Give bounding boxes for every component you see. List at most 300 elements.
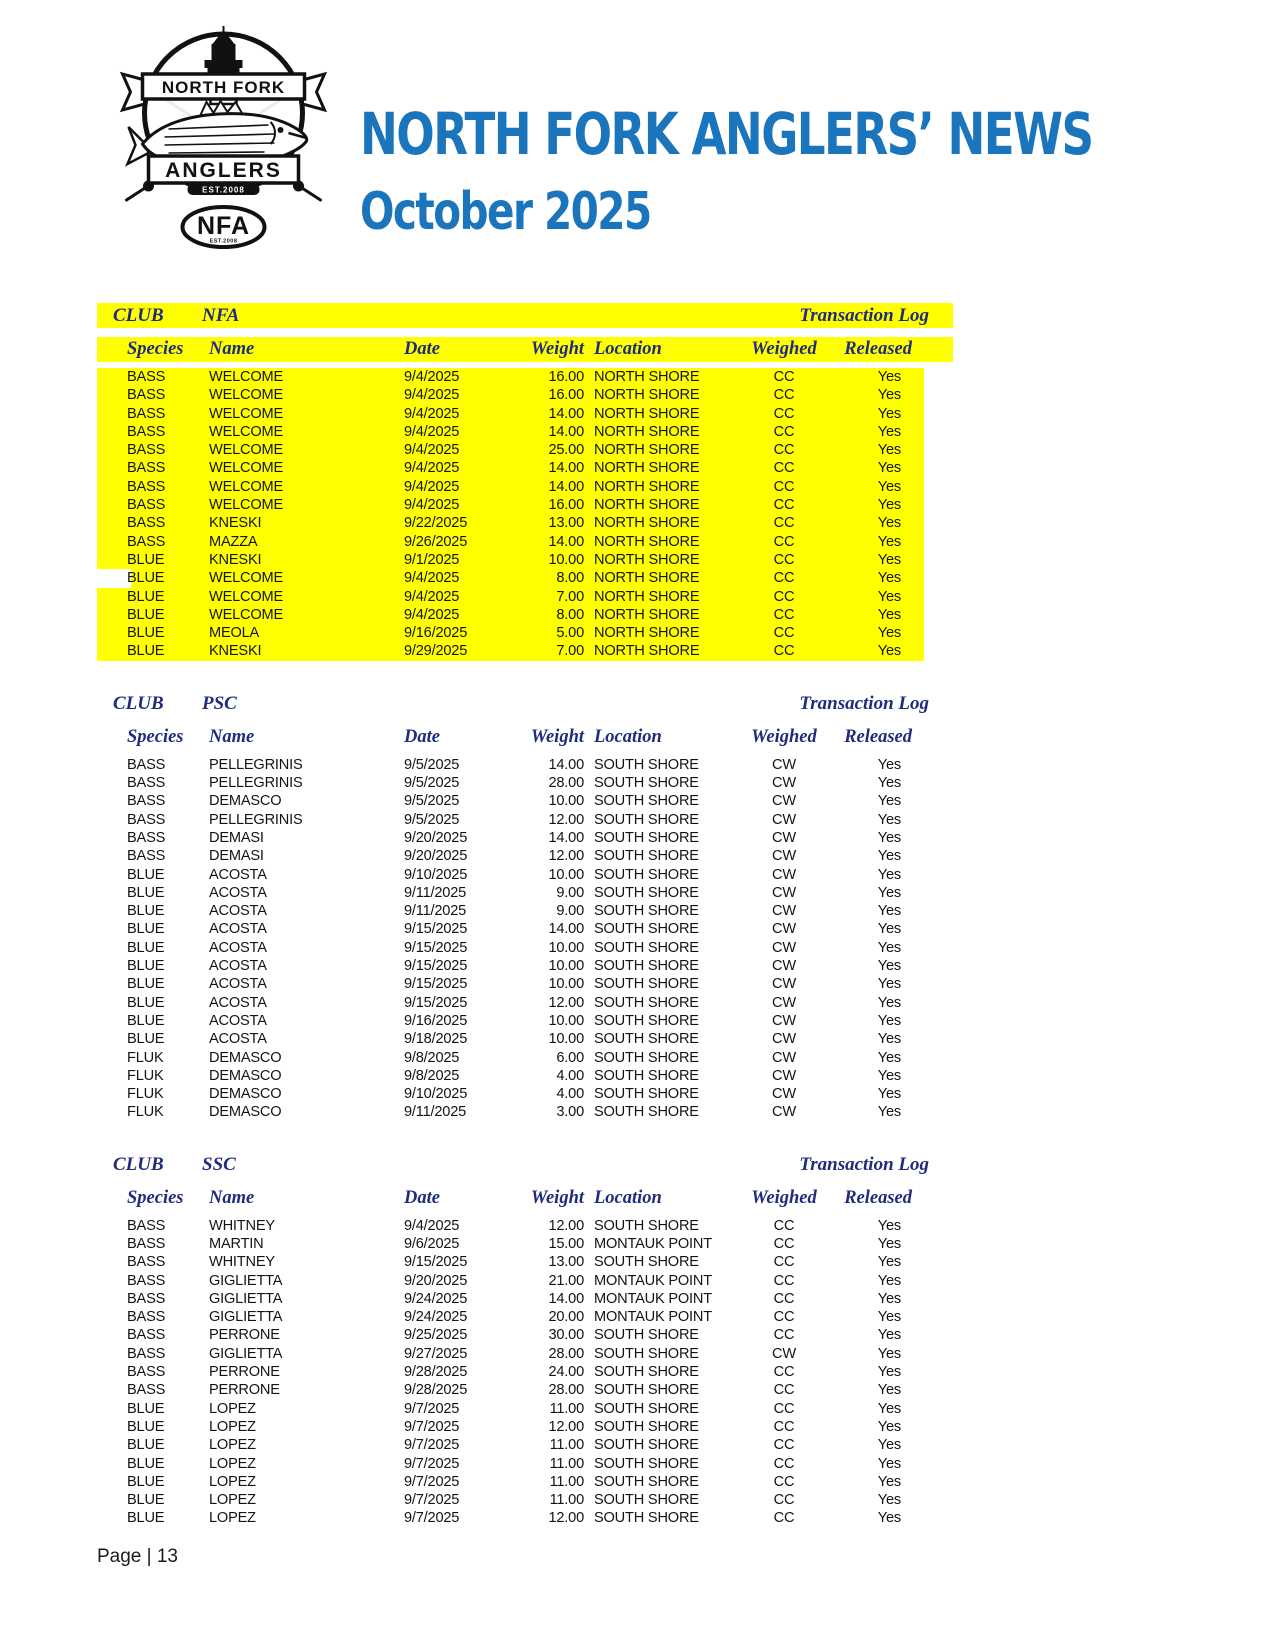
cell-weight: 9.00 — [556, 903, 584, 920]
cell-species: BASS — [127, 793, 166, 810]
cell-weight: 14.00 — [548, 829, 584, 846]
cell-weight: 10.00 — [548, 1031, 584, 1048]
cell-weighed: CW — [772, 939, 796, 956]
cell-date: 9/7/2025 — [404, 1455, 460, 1472]
cell-weight: 14.00 — [548, 756, 584, 773]
cell-species: BLUE — [127, 643, 165, 660]
cell-weighed: CC — [773, 387, 795, 404]
newsletter-title: NORTH FORK ANGLERS’ NEWS — [360, 100, 1093, 168]
cell-released: Yes — [877, 369, 901, 385]
cell-released: Yes — [877, 1455, 901, 1472]
table-row — [97, 939, 924, 957]
cell-date: 9/27/2025 — [404, 1345, 468, 1362]
cell-date: 9/4/2025 — [404, 1217, 460, 1234]
cell-location: SOUTH SHORE — [594, 793, 699, 810]
cell-released: Yes — [877, 994, 901, 1011]
club-name: NFA — [202, 305, 240, 326]
cell-location: SOUTH SHORE — [594, 829, 699, 846]
cell-weight: 11.00 — [549, 1400, 584, 1417]
cell-released: Yes — [877, 756, 901, 773]
cell-released: Yes — [877, 1492, 901, 1509]
cell-date: 9/15/2025 — [404, 921, 468, 938]
cell-weighed: CC — [773, 1217, 795, 1234]
cell-weighed: CC — [773, 497, 795, 514]
cell-weighed: CC — [773, 625, 795, 642]
cell-name: DEMASCO — [209, 793, 282, 810]
cell-date: 9/16/2025 — [404, 625, 468, 642]
anglers-banner — [149, 156, 299, 183]
table-row — [97, 1217, 924, 1235]
cell-species: BLUE — [127, 1031, 165, 1048]
club-header-row — [97, 691, 953, 716]
column-header-location: Location — [594, 1187, 662, 1208]
cell-name: WELCOME — [209, 478, 284, 495]
cell-name: DEMASCO — [209, 1086, 282, 1103]
cell-weight: 14.00 — [548, 921, 584, 938]
cell-species: FLUK — [127, 1049, 164, 1066]
cell-weighed: CC — [773, 551, 795, 568]
nfa-badge-text: NFA — [197, 212, 250, 240]
established-band — [188, 184, 260, 195]
table-row — [97, 1509, 924, 1527]
cell-weighed: CW — [772, 775, 796, 792]
cell-weighed: CC — [773, 1290, 795, 1307]
cell-weighed: CW — [772, 958, 796, 975]
cell-released: Yes — [877, 1217, 901, 1234]
cell-weighed: CC — [773, 478, 795, 495]
cell-released: Yes — [877, 866, 901, 883]
cell-species: BASS — [127, 533, 166, 550]
cell-location: NORTH SHORE — [594, 497, 700, 514]
cell-date: 9/1/2025 — [404, 551, 460, 568]
cell-weighed: CW — [772, 994, 796, 1011]
table-row — [97, 533, 924, 551]
column-header-location: Location — [594, 339, 662, 359]
cell-date: 9/4/2025 — [404, 423, 460, 440]
cell-species: BASS — [127, 1217, 166, 1234]
cell-location: SOUTH SHORE — [594, 1031, 699, 1048]
title-block — [360, 100, 1275, 242]
table-row — [97, 1363, 924, 1381]
cell-weight: 10.00 — [548, 958, 584, 975]
cell-location: SOUTH SHORE — [594, 903, 699, 920]
cell-location: SOUTH SHORE — [594, 1418, 699, 1435]
cell-location: NORTH SHORE — [594, 369, 700, 385]
cell-weighed: CC — [773, 423, 795, 440]
cell-species: BLUE — [127, 1473, 165, 1490]
cell-name: WELCOME — [209, 570, 284, 587]
cell-name: WELCOME — [209, 423, 284, 440]
cell-location: MONTAUK POINT — [594, 1235, 712, 1252]
cell-name: PELLEGRINIS — [209, 811, 303, 828]
cell-weight: 14.00 — [548, 478, 584, 495]
cell-location: NORTH SHORE — [594, 387, 700, 404]
cell-released: Yes — [877, 588, 901, 605]
cell-released: Yes — [877, 497, 901, 514]
cell-name: LOPEZ — [209, 1455, 256, 1472]
table-row — [97, 606, 924, 624]
cell-weight: 25.00 — [548, 442, 584, 459]
cell-species: BASS — [127, 369, 166, 385]
column-header-weighed: Weighed — [751, 726, 817, 747]
cell-species: BLUE — [127, 976, 165, 993]
column-header-weight: Weight — [530, 339, 584, 359]
cell-weight: 9.00 — [556, 884, 584, 901]
table-row — [97, 994, 924, 1012]
cell-date: 9/11/2025 — [404, 903, 467, 920]
cell-species: BASS — [127, 478, 166, 495]
cell-released: Yes — [877, 442, 901, 459]
cell-location: SOUTH SHORE — [594, 884, 699, 901]
cell-date: 9/20/2025 — [404, 1272, 468, 1289]
cell-date: 9/7/2025 — [404, 1492, 460, 1509]
cell-name: PELLEGRINIS — [209, 775, 303, 792]
cell-weight: 12.00 — [548, 994, 584, 1011]
cell-date: 9/24/2025 — [404, 1290, 468, 1307]
cell-name: ACOSTA — [209, 976, 267, 993]
cell-name: GIGLIETTA — [209, 1309, 283, 1326]
club-header-row — [97, 303, 953, 328]
column-header-row — [97, 1186, 953, 1211]
cell-weighed: CW — [772, 1031, 796, 1048]
cell-location: SOUTH SHORE — [594, 848, 699, 865]
cell-date: 9/8/2025 — [404, 1067, 460, 1084]
cell-released: Yes — [877, 606, 901, 623]
cell-location: SOUTH SHORE — [594, 866, 699, 883]
cell-species: BLUE — [127, 1400, 165, 1417]
column-header-released: Released — [844, 339, 912, 359]
cell-date: 9/4/2025 — [404, 570, 460, 587]
table-row — [97, 866, 924, 884]
cell-location: SOUTH SHORE — [594, 1400, 699, 1417]
column-header-species: Species — [127, 726, 184, 747]
cell-weighed: CW — [772, 1012, 796, 1029]
cell-weight: 21.00 — [548, 1272, 584, 1289]
cell-released: Yes — [877, 976, 901, 993]
club-name: PSC — [202, 692, 237, 714]
transaction-log-label: Transaction Log — [799, 1153, 929, 1175]
cell-name: WHITNEY — [209, 1217, 275, 1234]
cell-species: BASS — [127, 1290, 166, 1307]
cell-name: KNESKI — [209, 643, 262, 660]
cell-weighed: CC — [773, 1473, 795, 1490]
cell-name: DEMASI — [209, 829, 264, 846]
table-row — [97, 1012, 924, 1030]
table-row — [97, 551, 924, 569]
cell-species: BASS — [127, 1327, 166, 1344]
table-row — [97, 957, 924, 975]
cell-weighed: CC — [773, 533, 795, 550]
cell-location: SOUTH SHORE — [594, 958, 699, 975]
cell-species: BLUE — [127, 606, 165, 623]
cell-name: ACOSTA — [209, 939, 267, 956]
cell-released: Yes — [877, 829, 901, 846]
cell-location: NORTH SHORE — [594, 643, 700, 660]
cell-date: 9/7/2025 — [404, 1510, 460, 1527]
cell-species: FLUK — [127, 1067, 164, 1084]
cell-released: Yes — [877, 1067, 901, 1084]
logo-banner-bottom-text: ANGLERS — [165, 159, 282, 182]
table-rows — [97, 1217, 977, 1528]
cell-weight: 8.00 — [556, 606, 584, 623]
cell-weighed: CW — [772, 1067, 796, 1084]
column-header-date: Date — [404, 339, 440, 359]
cell-released: Yes — [877, 387, 901, 404]
cell-name: ACOSTA — [209, 903, 267, 920]
cell-released: Yes — [877, 921, 901, 938]
cell-date: 9/4/2025 — [404, 442, 460, 459]
nfa-badge-established-text: EST.2008 — [209, 238, 238, 245]
cell-location: SOUTH SHORE — [594, 1327, 699, 1344]
page-footer — [97, 1546, 178, 1568]
column-header-date: Date — [404, 726, 440, 747]
cell-released: Yes — [877, 793, 901, 810]
cell-date: 9/11/2025 — [404, 884, 467, 901]
cell-name: WELCOME — [209, 588, 284, 605]
cell-species: BLUE — [127, 884, 165, 901]
cell-name: WELCOME — [209, 460, 284, 477]
cell-date: 9/28/2025 — [404, 1382, 468, 1399]
cell-weighed: CC — [773, 405, 795, 422]
cell-weight: 14.00 — [548, 460, 584, 477]
table-row — [97, 514, 924, 532]
column-header-location: Location — [594, 726, 662, 747]
cell-released: Yes — [877, 848, 901, 865]
cell-species: BLUE — [127, 939, 165, 956]
cell-location: NORTH SHORE — [594, 588, 700, 605]
cell-weighed: CW — [772, 848, 796, 865]
cell-weighed: CW — [772, 1086, 796, 1103]
table-row — [97, 1235, 924, 1253]
cell-weighed: CC — [773, 1327, 795, 1344]
cell-date: 9/6/2025 — [404, 1235, 460, 1252]
cell-species: FLUK — [127, 1086, 164, 1103]
cell-released: Yes — [877, 1400, 901, 1417]
cell-name: WELCOME — [209, 606, 284, 623]
cell-date: 9/7/2025 — [404, 1418, 460, 1435]
cell-date: 9/15/2025 — [404, 976, 468, 993]
cell-released: Yes — [877, 533, 901, 550]
table-row — [97, 496, 924, 514]
cell-weighed: CC — [773, 1492, 795, 1509]
table-row — [97, 1103, 924, 1121]
table-row — [97, 1473, 924, 1491]
cell-location: SOUTH SHORE — [594, 775, 699, 792]
cell-weight: 10.00 — [548, 866, 584, 883]
cell-weight: 10.00 — [548, 793, 584, 810]
table-row — [97, 1326, 924, 1344]
cell-date: 9/5/2025 — [404, 775, 460, 792]
cell-date: 9/15/2025 — [404, 1254, 468, 1271]
cell-species: BLUE — [127, 1455, 165, 1472]
cell-date: 9/15/2025 — [404, 939, 468, 956]
cell-species: FLUK — [127, 1104, 164, 1121]
column-header-weight: Weight — [530, 726, 584, 747]
cell-species: BASS — [127, 775, 166, 792]
cell-weight: 5.00 — [556, 625, 584, 642]
table-row — [97, 774, 924, 792]
cell-weight: 7.00 — [556, 643, 584, 660]
column-header-weight: Weight — [530, 1187, 584, 1208]
table-row — [97, 1290, 924, 1308]
cell-date: 9/22/2025 — [404, 515, 468, 532]
cell-date: 9/4/2025 — [404, 460, 460, 477]
cell-location: NORTH SHORE — [594, 533, 700, 550]
cell-species: BASS — [127, 811, 166, 828]
cell-weighed: CC — [773, 1235, 795, 1252]
cell-species: BASS — [127, 1364, 166, 1381]
cell-weighed: CC — [773, 1455, 795, 1472]
table-row — [97, 847, 924, 865]
cell-weight: 28.00 — [548, 775, 584, 792]
cell-name: LOPEZ — [209, 1437, 256, 1454]
cell-species: BASS — [127, 1235, 166, 1252]
cell-location: NORTH SHORE — [594, 606, 700, 623]
cell-species: BLUE — [127, 1510, 165, 1527]
cell-name: ACOSTA — [209, 884, 267, 901]
cell-location: NORTH SHORE — [594, 423, 700, 440]
cell-weighed: CW — [772, 884, 796, 901]
cell-name: MAZZA — [209, 533, 258, 550]
cell-released: Yes — [877, 478, 901, 495]
table-row — [97, 441, 924, 459]
cell-date: 9/24/2025 — [404, 1309, 468, 1326]
cell-released: Yes — [877, 1382, 901, 1399]
cell-name: ACOSTA — [209, 1031, 267, 1048]
cell-species: BLUE — [127, 903, 165, 920]
cell-weighed: CC — [773, 515, 795, 532]
cell-weight: 4.00 — [556, 1086, 584, 1103]
cell-location: SOUTH SHORE — [594, 1067, 699, 1084]
cell-weighed: CW — [772, 921, 796, 938]
cell-species: BLUE — [127, 1418, 165, 1435]
cell-weighed: CW — [772, 756, 796, 773]
cell-location: SOUTH SHORE — [594, 1104, 699, 1121]
cell-released: Yes — [877, 423, 901, 440]
table-row — [97, 478, 924, 496]
column-header-date: Date — [404, 1187, 440, 1208]
cell-released: Yes — [877, 1437, 901, 1454]
club-emblem-logo — [106, 24, 341, 259]
table-row — [97, 368, 924, 386]
cell-weight: 10.00 — [548, 976, 584, 993]
cell-weighed: CC — [773, 1400, 795, 1417]
cell-date: 9/25/2025 — [404, 1327, 468, 1344]
cell-weighed: CW — [772, 1345, 796, 1362]
page-number: Page | 13 — [97, 1546, 179, 1567]
cell-name: WHITNEY — [209, 1254, 275, 1271]
cell-name: ACOSTA — [209, 958, 267, 975]
cell-released: Yes — [877, 884, 901, 901]
cell-released: Yes — [877, 1235, 901, 1252]
club-table-psc — [97, 691, 977, 1122]
cell-name: LOPEZ — [209, 1492, 256, 1509]
cell-name: KNESKI — [209, 515, 262, 532]
table-row — [97, 829, 924, 847]
cell-weighed: CW — [772, 1104, 796, 1121]
cell-weight: 16.00 — [548, 387, 584, 404]
cell-date: 9/7/2025 — [404, 1437, 460, 1454]
cell-species: BLUE — [127, 958, 165, 975]
cell-released: Yes — [877, 1327, 901, 1344]
cell-location: SOUTH SHORE — [594, 994, 699, 1011]
cell-released: Yes — [877, 515, 901, 532]
cell-name: MEOLA — [209, 625, 260, 642]
cell-species: BLUE — [127, 921, 165, 938]
cell-name: LOPEZ — [209, 1400, 256, 1417]
cell-weight: 11.00 — [549, 1437, 584, 1454]
cell-weighed: CC — [773, 606, 795, 623]
table-row — [97, 1491, 924, 1509]
cell-date: 9/16/2025 — [404, 1012, 468, 1029]
cell-name: GIGLIETTA — [209, 1345, 283, 1362]
cell-weight: 14.00 — [548, 405, 584, 422]
cell-weighed: CW — [772, 1049, 796, 1066]
cell-species: BASS — [127, 515, 166, 532]
cell-location: MONTAUK POINT — [594, 1272, 712, 1289]
cell-location: SOUTH SHORE — [594, 921, 699, 938]
table-row — [97, 1436, 924, 1454]
cell-species: BASS — [127, 1309, 166, 1326]
table-row — [97, 588, 924, 606]
cell-weighed: CC — [773, 1437, 795, 1454]
cell-weight: 13.00 — [548, 1254, 584, 1271]
column-header-released: Released — [844, 1187, 912, 1208]
table-row — [97, 405, 924, 423]
cell-weight: 14.00 — [548, 423, 584, 440]
cell-name: DEMASCO — [209, 1067, 282, 1084]
cell-location: SOUTH SHORE — [594, 1510, 699, 1527]
cell-species: BLUE — [127, 588, 165, 605]
cell-species: BASS — [127, 1254, 166, 1271]
cell-weighed: CC — [773, 442, 795, 459]
cell-date: 9/20/2025 — [404, 848, 468, 865]
cell-weight: 28.00 — [548, 1345, 584, 1362]
column-header-row — [97, 725, 953, 750]
cell-location: SOUTH SHORE — [594, 1086, 699, 1103]
cell-location: SOUTH SHORE — [594, 811, 699, 828]
cell-weighed: CC — [773, 1309, 795, 1326]
cell-name: WELCOME — [209, 497, 284, 514]
table-row — [97, 642, 924, 660]
cell-location: SOUTH SHORE — [594, 976, 699, 993]
newsletter-issue: October 2025 — [360, 182, 651, 242]
cell-name: LOPEZ — [209, 1510, 256, 1527]
cell-species: BASS — [127, 756, 166, 773]
cell-weight: 28.00 — [548, 1382, 584, 1399]
club-header-row — [97, 1152, 953, 1177]
cell-name: ACOSTA — [209, 994, 267, 1011]
cell-species: BASS — [127, 848, 166, 865]
cell-species: BASS — [127, 405, 166, 422]
cell-name: WELCOME — [209, 405, 284, 422]
cell-date: 9/11/2025 — [404, 1104, 467, 1121]
cell-location: SOUTH SHORE — [594, 1049, 699, 1066]
cell-weight: 14.00 — [548, 1290, 584, 1307]
transaction-tables — [97, 303, 977, 1528]
cell-weight: 4.00 — [556, 1067, 584, 1084]
cell-weighed: CC — [773, 1364, 795, 1381]
table-row — [97, 569, 924, 587]
cell-weighed: CC — [773, 1382, 795, 1399]
cell-name: WELCOME — [209, 387, 284, 404]
cell-weight: 12.00 — [548, 811, 584, 828]
cell-species: BLUE — [127, 570, 165, 587]
table-row — [97, 459, 924, 477]
cell-weight: 10.00 — [548, 939, 584, 956]
column-header-name: Name — [209, 339, 255, 359]
table-row — [97, 884, 924, 902]
